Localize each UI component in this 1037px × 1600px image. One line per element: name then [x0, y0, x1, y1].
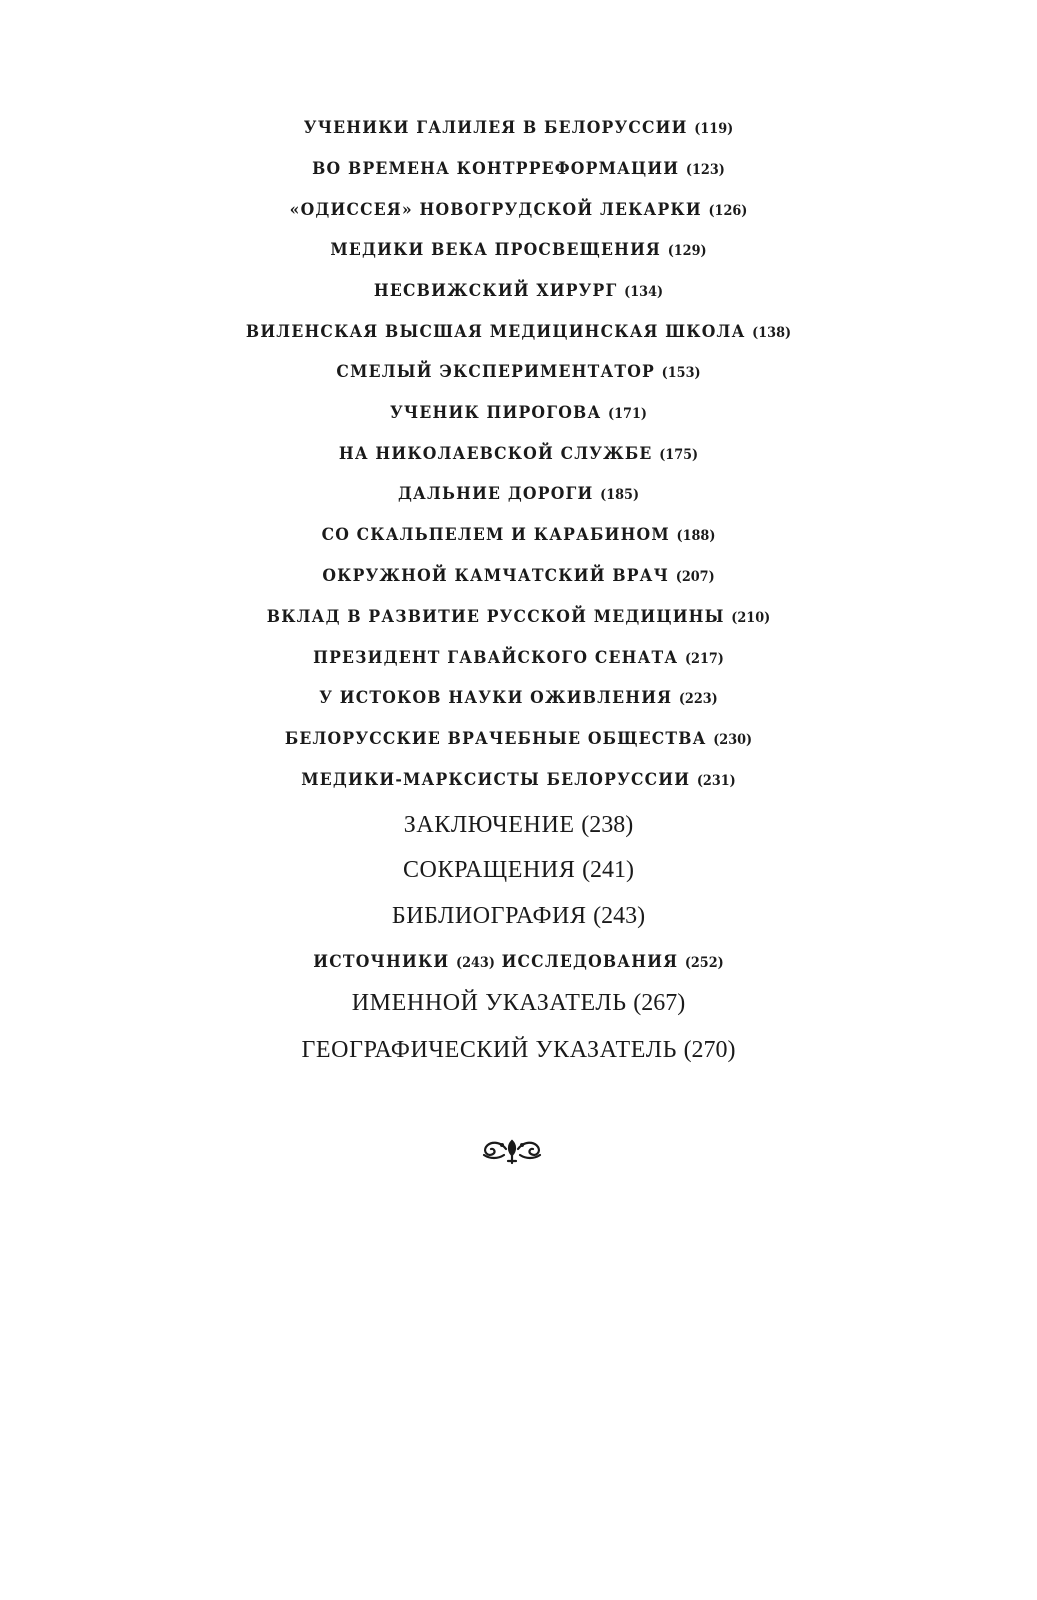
toc-entry-title: ВО ВРЕМЕНА КОНТРРЕФОРМАЦИИ: [312, 159, 680, 179]
toc-entry: [41, 688, 995, 708]
toc-entry-title: «ОДИССЕЯ» НОВОГРУДСКОЙ ЛЕКАРКИ: [289, 200, 702, 220]
toc-section-abbreviations: [0, 857, 1037, 884]
toc-section-page: (270): [683, 1037, 736, 1063]
toc-section-bibliography: [0, 903, 1037, 930]
toc-subsection-title: ИССЛЕДОВАНИЯ: [501, 952, 679, 972]
toc-entry-page: (231): [696, 773, 736, 789]
toc-entry: [41, 770, 995, 790]
toc-section-page: (241): [582, 857, 635, 883]
toc-section-geo-index: [0, 1037, 1037, 1064]
toc-entry-page: (230): [713, 732, 753, 748]
toc-subsection-title: ИСТОЧНИКИ: [313, 952, 450, 972]
toc-entry-page: (171): [608, 406, 647, 422]
toc-entry-page: (223): [678, 691, 718, 707]
toc-entry-title: НА НИКОЛАЕВСКОЙ СЛУЖБЕ: [338, 444, 653, 464]
toc-entry-title: ВИЛЕНСКАЯ ВЫСШАЯ МЕДИЦИНСКАЯ ШКОЛА: [245, 322, 746, 342]
toc-entry: [41, 322, 995, 342]
toc-bibliography-subsections: [41, 952, 995, 972]
toc-entry-title: ДАЛЬНИЕ ДОРОГИ: [397, 484, 594, 504]
toc-entry-title: УЧЕНИКИ ГАЛИЛЕЯ В БЕЛОРУССИИ: [303, 118, 688, 138]
toc-entry-page: (129): [667, 243, 707, 259]
toc-entry: [41, 200, 995, 220]
toc-section-name-index: [0, 990, 1037, 1017]
toc-entry: [41, 648, 995, 668]
toc-section-page: (267): [633, 990, 686, 1016]
toc-entry: [41, 444, 995, 464]
toc-section-title: БИБЛИОГРАФИЯ: [391, 903, 587, 929]
toc-entry-title: ОКРУЖНОЙ КАМЧАТСКИЙ ВРАЧ: [322, 566, 670, 586]
toc-section-page: (238): [581, 812, 634, 838]
toc-entry-page: (134): [624, 284, 664, 300]
toc-entry: [41, 362, 995, 382]
toc-entry-page: (185): [600, 487, 640, 503]
floral-ornament-icon: [478, 1135, 546, 1167]
toc-entry: [41, 403, 995, 423]
toc-entry-page: (217): [684, 651, 724, 667]
toc-section-title: ЗАКЛЮЧЕНИЕ: [403, 812, 575, 838]
toc-entry-page: (207): [675, 569, 715, 585]
toc-section-conclusion: [0, 812, 1037, 839]
toc-entry-page: (119): [694, 121, 734, 137]
toc-entry: [41, 118, 995, 138]
toc-entry: [41, 240, 995, 260]
toc-entry-title: СО СКАЛЬПЕЛЕМ И КАРАБИНОМ: [321, 525, 670, 545]
toc-entry: [41, 281, 995, 301]
toc-entry-title: СМЕЛЫЙ ЭКСПЕРИМЕНТАТОР: [336, 362, 656, 382]
toc-entry-page: (138): [752, 325, 792, 341]
toc-entry-title: У ИСТОКОВ НАУКИ ОЖИВЛЕНИЯ: [319, 688, 673, 708]
toc-entry-title: МЕДИКИ-МАРКСИСТЫ БЕЛОРУССИИ: [301, 770, 691, 790]
toc-section-title: ГЕОГРАФИЧЕСКИЙ УКАЗАТЕЛЬ: [301, 1037, 677, 1063]
toc-entry-title: НЕСВИЖСКИЙ ХИРУРГ: [373, 281, 618, 301]
toc-subsection-page: (243): [456, 955, 495, 971]
toc-subsection-page: (252): [684, 955, 724, 971]
toc-entry-title: ПРЕЗИДЕНТ ГАВАЙСКОГО СЕНАТА: [313, 648, 679, 668]
toc-section-page: (243): [593, 903, 646, 929]
toc-entry: [41, 729, 995, 749]
toc-entry-title: БЕЛОРУССКИЕ ВРАЧЕБНЫЕ ОБЩЕСТВА: [284, 729, 707, 749]
toc-entry: [41, 607, 995, 627]
toc-entry-page: (210): [731, 610, 771, 626]
toc-entry-page: (126): [708, 203, 748, 219]
toc-entry-page: (188): [676, 528, 716, 544]
toc-entry: [41, 484, 995, 504]
toc-section-title: ИМЕННОЙ УКАЗАТЕЛЬ: [351, 990, 627, 1016]
toc-entry: [41, 566, 995, 586]
toc-entry-title: МЕДИКИ ВЕКА ПРОСВЕЩЕНИЯ: [330, 240, 662, 260]
toc-entry-title: УЧЕНИК ПИРОГОВА: [390, 403, 602, 423]
toc-section-title: СОКРАЩЕНИЯ: [402, 857, 576, 883]
toc-entry-title: ВКЛАД В РАЗВИТИЕ РУССКОЙ МЕДИЦИНЫ: [266, 607, 725, 627]
toc-entry-page: (175): [659, 447, 699, 463]
toc-entry: [41, 159, 995, 179]
toc-entry: [41, 525, 995, 545]
toc-entry-page: (123): [685, 162, 725, 178]
toc-entry-page: (153): [661, 365, 701, 381]
